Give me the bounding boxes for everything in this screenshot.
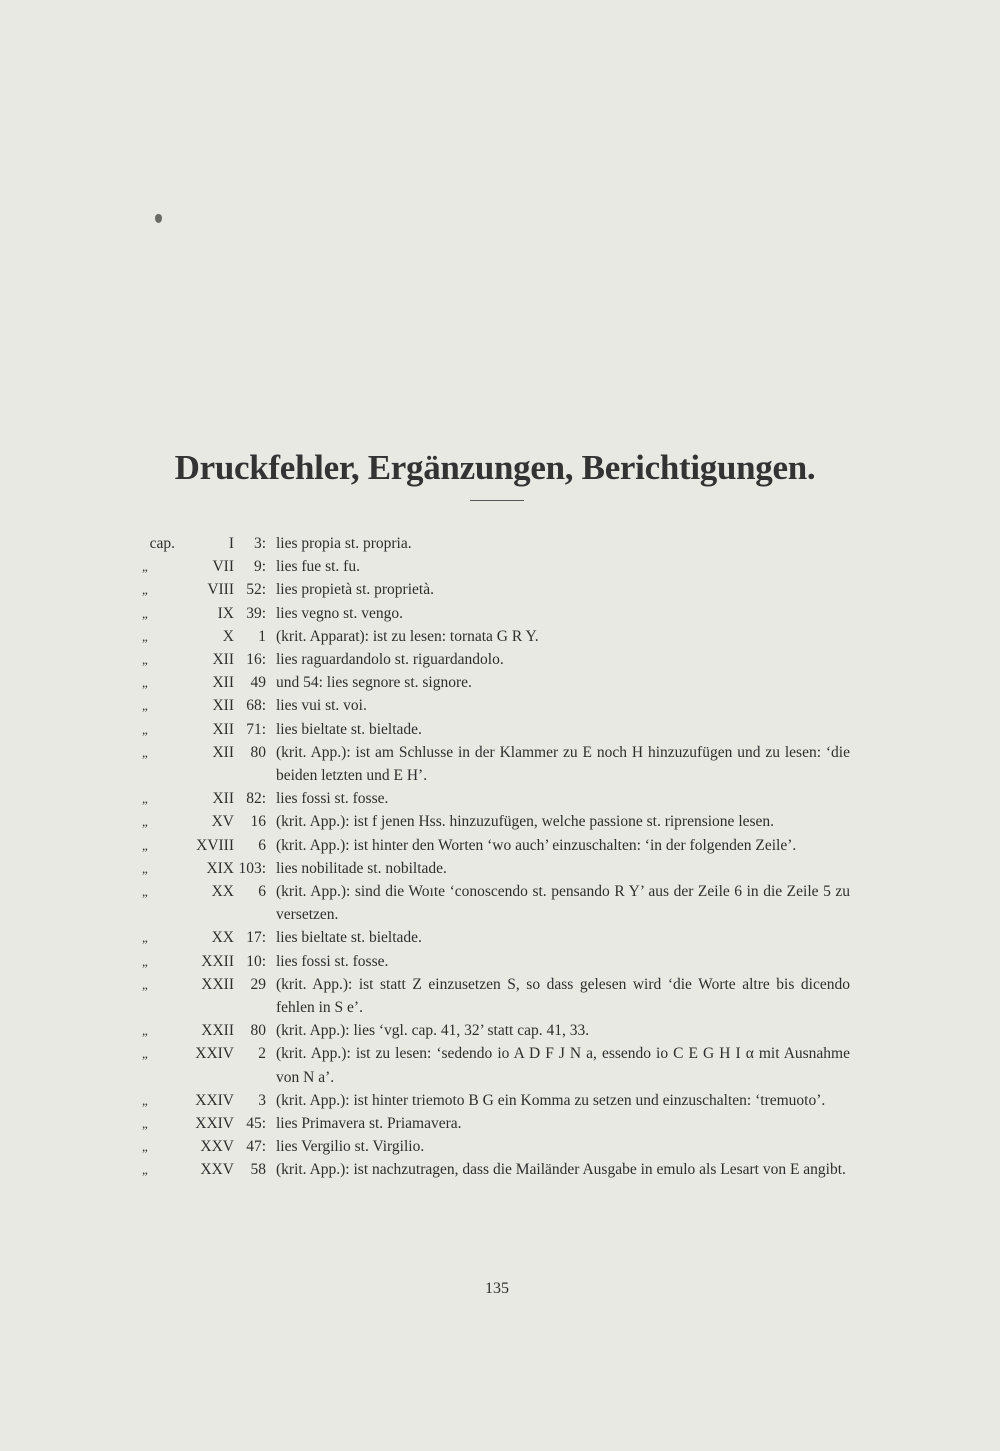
entry-line: 9: <box>253 558 266 576</box>
errata-entry <box>0 973 1000 1019</box>
entry-chapter: VII <box>212 558 234 576</box>
entry-text: (krit. App.): ist hinter triemoto B G ein Komma zu setzen und einzuschalten: ‘tremuoto’. <box>276 1091 826 1109</box>
entry-line: 71: <box>246 720 266 738</box>
entry-ditto-mark: „ <box>142 791 148 807</box>
entry-text: und 54: lies segnore st. signore. <box>276 674 472 692</box>
entry-text: lies nobilitade st. nobiltade. <box>276 859 447 877</box>
entry-text: lies Vergilio st. Virgilio. <box>276 1138 425 1156</box>
entry-cap-label: cap. <box>149 535 175 552</box>
entry-text: (krit. App.): lies ‘vgl. cap. 41, 32’ statt cap. 41, 33. <box>276 1022 590 1040</box>
entry-text: lies fue st. fu. <box>276 558 360 576</box>
entry-ditto-mark: „ <box>142 628 148 644</box>
entry-text: (krit. App.): ist am Schlusse in der Klammer zu E noch H hinzuzufügen und zu lesen: ‘die beiden letzten und E H’. <box>276 743 850 785</box>
entry-line: 52: <box>246 581 266 599</box>
errata-entry <box>0 718 1000 741</box>
entry-line: 58 <box>250 1161 266 1179</box>
entry-text: (krit. Apparat): ist zu lesen: tornata G R Y. <box>276 627 539 645</box>
entry-ditto-mark: „ <box>142 1023 148 1039</box>
entry-line: 29 <box>250 975 266 993</box>
entry-chapter: XXIV <box>195 1091 234 1109</box>
entry-line: 82: <box>246 790 266 808</box>
entry-text: lies raguardandolo st. riguardandolo. <box>276 651 504 669</box>
entry-text: (krit. App.): ist statt Z einzusetzen S, so dass gelesen wird ‘die Worte altre bis dicendo fehlen in S e’. <box>276 975 850 1017</box>
entry-chapter: XII <box>212 743 234 761</box>
entry-line: 45: <box>246 1115 266 1133</box>
errata-entry <box>0 1089 1000 1112</box>
entry-ditto-mark: „ <box>142 1116 148 1132</box>
entry-ditto-mark: „ <box>142 1092 148 1108</box>
entry-chapter: XXII <box>201 952 234 970</box>
entry-chapter: XII <box>212 790 234 808</box>
entry-ditto-mark: „ <box>142 1139 148 1155</box>
errata-entry <box>0 578 1000 601</box>
errata-entry <box>0 787 1000 810</box>
entry-chapter: XIX <box>206 859 234 877</box>
errata-entry <box>0 694 1000 717</box>
entry-ditto-mark: „ <box>142 1046 148 1062</box>
title-divider <box>470 500 524 501</box>
entry-ditto-mark: „ <box>142 837 148 853</box>
errata-entry <box>0 880 1000 926</box>
entry-ditto-mark: „ <box>142 605 148 621</box>
entry-chapter: XXV <box>200 1138 234 1156</box>
entry-text: lies fossi st. fosse. <box>276 790 389 808</box>
entry-chapter: XVIII <box>196 836 234 854</box>
entry-text: (krit. App.): sind die Woıte ‘conoscendo st. pensando R Y’ aus der Zeile 6 in die Zeile 5 zu versetzen. <box>276 883 850 924</box>
entry-ditto-mark: „ <box>142 559 148 575</box>
entry-chapter: IX <box>217 604 234 622</box>
entry-text: lies fossi st. fosse. <box>276 952 389 970</box>
entry-ditto-mark: „ <box>142 976 148 992</box>
entry-ditto-mark: „ <box>142 860 148 876</box>
entry-line: 39: <box>246 604 266 622</box>
entry-ditto-mark: „ <box>142 744 148 760</box>
entry-ditto-mark: „ <box>142 953 148 969</box>
entry-text: lies Primavera st. Priamavera. <box>276 1115 462 1133</box>
entry-chapter: XXII <box>201 1022 234 1040</box>
errata-entry <box>0 926 1000 949</box>
entry-ditto-mark: „ <box>142 698 148 714</box>
entry-line: 80 <box>250 743 266 761</box>
entry-line: 3: <box>253 535 266 552</box>
ink-spot <box>155 214 162 223</box>
entry-ditto-mark: „ <box>142 582 148 598</box>
entry-line: 80 <box>250 1022 266 1040</box>
entry-ditto-mark: „ <box>142 721 148 737</box>
entry-ditto-mark: „ <box>142 1162 148 1178</box>
entry-chapter: X <box>222 627 234 645</box>
entry-chapter: XV <box>211 813 234 831</box>
entry-line: 16: <box>246 651 266 669</box>
entry-text: lies vegno st. vengo. <box>276 604 403 622</box>
entry-text: lies bieltate st. bieltade. <box>276 929 422 947</box>
entry-line: 17: <box>246 929 266 947</box>
errata-entry <box>0 1042 1000 1088</box>
entry-text: lies propia st. propria. <box>276 535 412 552</box>
entry-chapter: XXIV <box>195 1115 234 1133</box>
errata-entry <box>0 950 1000 973</box>
errata-list <box>0 532 1000 1182</box>
errata-entry <box>0 1158 1000 1181</box>
entry-line: 1 <box>258 627 266 645</box>
entry-ditto-mark: „ <box>142 675 148 691</box>
entry-text: (krit. App.): ist hinter den Worten ‘wo auch’ einzuschalten: ‘in der folgenden Zeile’. <box>276 836 797 854</box>
entry-line: 3 <box>258 1091 266 1109</box>
errata-entry <box>0 857 1000 880</box>
entry-chapter: XXII <box>201 975 234 993</box>
errata-entry <box>0 1112 1000 1135</box>
errata-entry <box>0 834 1000 857</box>
entry-ditto-mark: „ <box>142 814 148 830</box>
entry-line: 68: <box>246 697 266 715</box>
errata-entry <box>0 602 1000 625</box>
entry-text: lies bieltate st. bieltade. <box>276 720 422 738</box>
entry-text: (krit. App.): ist nachzutragen, dass die Mailänder Ausgabe in emulo als Lesart von E angibt. <box>276 1161 846 1179</box>
entry-line: 16 <box>250 813 266 831</box>
entry-line: 2 <box>258 1045 266 1063</box>
entry-ditto-mark: „ <box>142 652 148 668</box>
entry-chapter: XII <box>212 697 234 715</box>
entry-line: 103: <box>238 859 266 877</box>
entry-line: 6 <box>258 883 266 901</box>
entry-chapter: XII <box>212 674 234 692</box>
errata-entry <box>0 555 1000 578</box>
entry-line: 47: <box>246 1138 266 1156</box>
errata-entry <box>0 671 1000 694</box>
entry-chapter: XX <box>211 883 234 901</box>
errata-entry <box>0 532 1000 555</box>
page-number: 135 <box>485 1280 509 1297</box>
entry-chapter: XII <box>212 651 234 669</box>
entry-ditto-mark: „ <box>142 930 148 946</box>
entry-chapter: XII <box>212 720 234 738</box>
errata-entry <box>0 810 1000 833</box>
entry-text: (krit. App.): ist f jenen Hss. hinzuzufügen, welche passione st. riprensione lesen. <box>276 813 775 831</box>
entry-chapter: XX <box>211 929 234 947</box>
errata-entry <box>0 625 1000 648</box>
errata-entry <box>0 741 1000 787</box>
page-title: Druckfehler, Ergänzungen, Berichtigungen. <box>174 448 816 488</box>
errata-entry <box>0 1135 1000 1158</box>
entry-chapter: XXIV <box>195 1045 234 1063</box>
entry-text: (krit. App.): ist zu lesen: ‘sedendo io A D F J N a, essendo io C E G H I α mit Ausnahme von N a’. <box>276 1045 850 1086</box>
entry-ditto-mark: „ <box>142 884 148 900</box>
entry-text: lies propietà st. proprietà. <box>276 581 434 599</box>
entry-text: lies vui st. voi. <box>276 697 367 715</box>
entry-line: 6 <box>258 836 266 854</box>
entry-chapter: VIII <box>207 581 234 599</box>
errata-entry <box>0 1019 1000 1042</box>
entry-line: 49 <box>250 674 266 692</box>
entry-chapter: I <box>228 535 234 552</box>
entry-line: 10: <box>246 952 266 970</box>
entry-chapter: XXV <box>200 1161 234 1179</box>
errata-entry <box>0 648 1000 671</box>
